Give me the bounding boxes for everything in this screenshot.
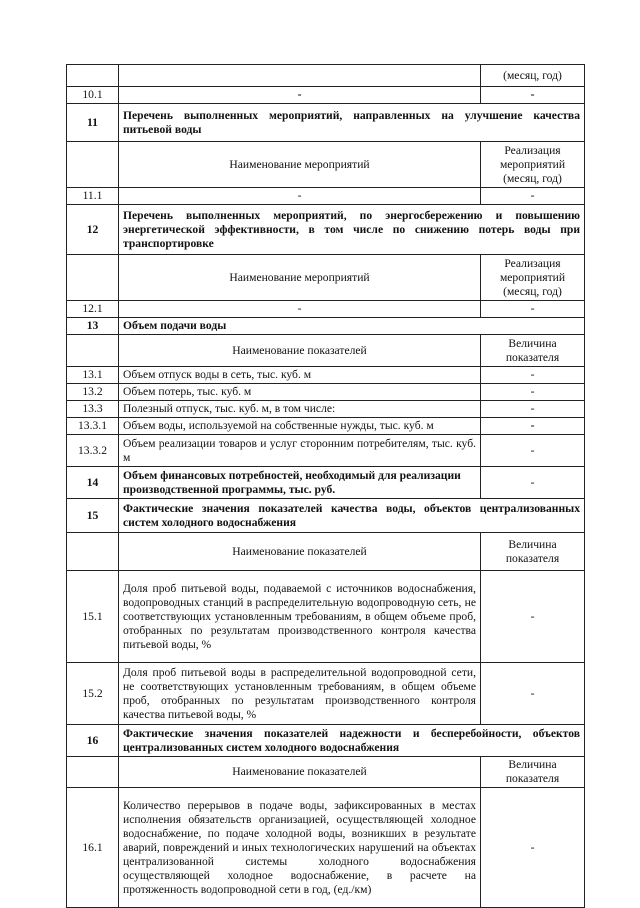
row-number-cell <box>67 757 119 788</box>
name-cell: Полезный отпуск, тыс. куб. м, в том числе: <box>119 401 481 418</box>
section-number: 15 <box>67 499 119 533</box>
row-number-cell <box>67 142 119 188</box>
table-row <box>67 65 585 87</box>
column-header-name: Наименование мероприятий <box>119 142 481 188</box>
value-header-cell: (месяц, год) <box>481 65 585 87</box>
row-number-cell <box>67 255 119 301</box>
value-cell: - <box>481 663 585 725</box>
column-header-name: Наименование показателей <box>119 533 481 571</box>
name-cell: Объем отпуск воды в сеть, тыс. куб. м <box>119 367 481 384</box>
header-row <box>67 142 585 188</box>
value-cell: - <box>481 418 585 435</box>
name-cell: Объем потерь, тыс. куб. м <box>119 384 481 401</box>
name-cell: - <box>119 188 481 205</box>
name-cell: - <box>119 301 481 318</box>
table-row <box>67 663 585 725</box>
table-row <box>67 571 585 663</box>
row-number-cell: 10.1 <box>67 87 119 104</box>
value-cell: - <box>481 188 585 205</box>
name-cell: - <box>119 87 481 104</box>
row-number-cell: 16.1 <box>67 788 119 908</box>
section-title: Фактические значения показателей надежности и бесперебойности, объектов централизованных систем холодного водоснабжения <box>119 725 585 757</box>
value-cell: - <box>481 788 585 908</box>
row-number-cell: 12.1 <box>67 301 119 318</box>
name-cell <box>119 65 481 87</box>
value-cell: - <box>481 401 585 418</box>
table-row <box>67 188 585 205</box>
name-cell: Объем воды, используемой на собственные нужды, тыс. куб. м <box>119 418 481 435</box>
value-cell: - <box>481 435 585 467</box>
column-header-value: Величина показателя <box>481 335 585 367</box>
report-table <box>66 64 585 908</box>
name-cell: Доля проб питьевой воды, подаваемой с источников водоснабжения, водопроводных станций в распределительную водопроводную сеть, не соответствующих установленным требованиям, в общем объеме проб, отобранных по результатам производственного контроля качества питьевой воды, % <box>119 571 481 663</box>
row-number-cell: 13.3 <box>67 401 119 418</box>
value-cell: - <box>481 571 585 663</box>
section-number: 14 <box>67 467 119 499</box>
column-header-value: Реализация мероприятий (месяц, год) <box>481 255 585 301</box>
section-number: 16 <box>67 725 119 757</box>
row-number-cell <box>67 65 119 87</box>
table-row <box>67 301 585 318</box>
column-header-name: Наименование показателей <box>119 335 481 367</box>
value-cell: - <box>481 467 585 499</box>
table-row <box>67 418 585 435</box>
row-number-cell: 11.1 <box>67 188 119 205</box>
column-header-value: Величина показателя <box>481 757 585 788</box>
section-number: 13 <box>67 318 119 335</box>
section-row <box>67 104 585 142</box>
section-title: Перечень выполненных мероприятий, направленных на улучшение качества питьевой воды <box>119 104 585 142</box>
column-header-name: Наименование показателей <box>119 757 481 788</box>
name-cell: Доля проб питьевой воды в распределительной водопроводной сети, не соответствующих установленным требованиям, в общем объеме проб, отобранных по результатам производственного контроля качества питьевой воды, % <box>119 663 481 725</box>
section-row <box>67 499 585 533</box>
row-number-cell: 15.1 <box>67 571 119 663</box>
table-row <box>67 435 585 467</box>
section-number: 12 <box>67 205 119 255</box>
table-row <box>67 87 585 104</box>
column-header-value: Реализация мероприятий (месяц, год) <box>481 142 585 188</box>
section-number: 11 <box>67 104 119 142</box>
table-row <box>67 384 585 401</box>
row-number-cell: 13.2 <box>67 384 119 401</box>
section-row <box>67 318 585 335</box>
value-cell: - <box>481 87 585 104</box>
header-row <box>67 757 585 788</box>
name-cell: Количество перерывов в подаче воды, зафиксированных в местах исполнения обязательств организацией, осуществляющей холодное водоснабжение, по подаче холодной воды, возникших в результате аварий, повреждений и иных технологических нарушений на объектах централизованной системы холодного водоснабжения осуществляющей холодное водоснабжение, в расчете на протяженность водопроводной сети в год, (ед./км) <box>119 788 481 908</box>
section-row <box>67 467 585 499</box>
header-row <box>67 255 585 301</box>
row-number-cell <box>67 335 119 367</box>
header-row <box>67 335 585 367</box>
row-number-cell: 15.2 <box>67 663 119 725</box>
column-header-name: Наименование мероприятий <box>119 255 481 301</box>
column-header-value: Величина показателя <box>481 533 585 571</box>
name-cell: Объем реализации товаров и услуг сторонним потребителям, тыс. куб. м <box>119 435 481 467</box>
section-row <box>67 205 585 255</box>
value-cell: - <box>481 367 585 384</box>
section-title: Перечень выполненных мероприятий, по энергосбережению и повышению энергетической эффективности, в том числе по снижению потерь воды при транспортировке <box>119 205 585 255</box>
table-row <box>67 367 585 384</box>
row-number-cell: 13.3.2 <box>67 435 119 467</box>
row-number-cell <box>67 533 119 571</box>
section-title: Объем подачи воды <box>119 318 585 335</box>
section-title: Объем финансовых потребностей, необходимый для реализации производственной программы, тыс. руб. <box>119 467 481 499</box>
section-row <box>67 725 585 757</box>
header-row <box>67 533 585 571</box>
table-row <box>67 401 585 418</box>
row-number-cell: 13.1 <box>67 367 119 384</box>
row-number-cell: 13.3.1 <box>67 418 119 435</box>
value-cell: - <box>481 384 585 401</box>
table-row <box>67 788 585 908</box>
value-cell: - <box>481 301 585 318</box>
section-title: Фактические значения показателей качества воды, объектов централизованных систем холодного водоснабжения <box>119 499 585 533</box>
